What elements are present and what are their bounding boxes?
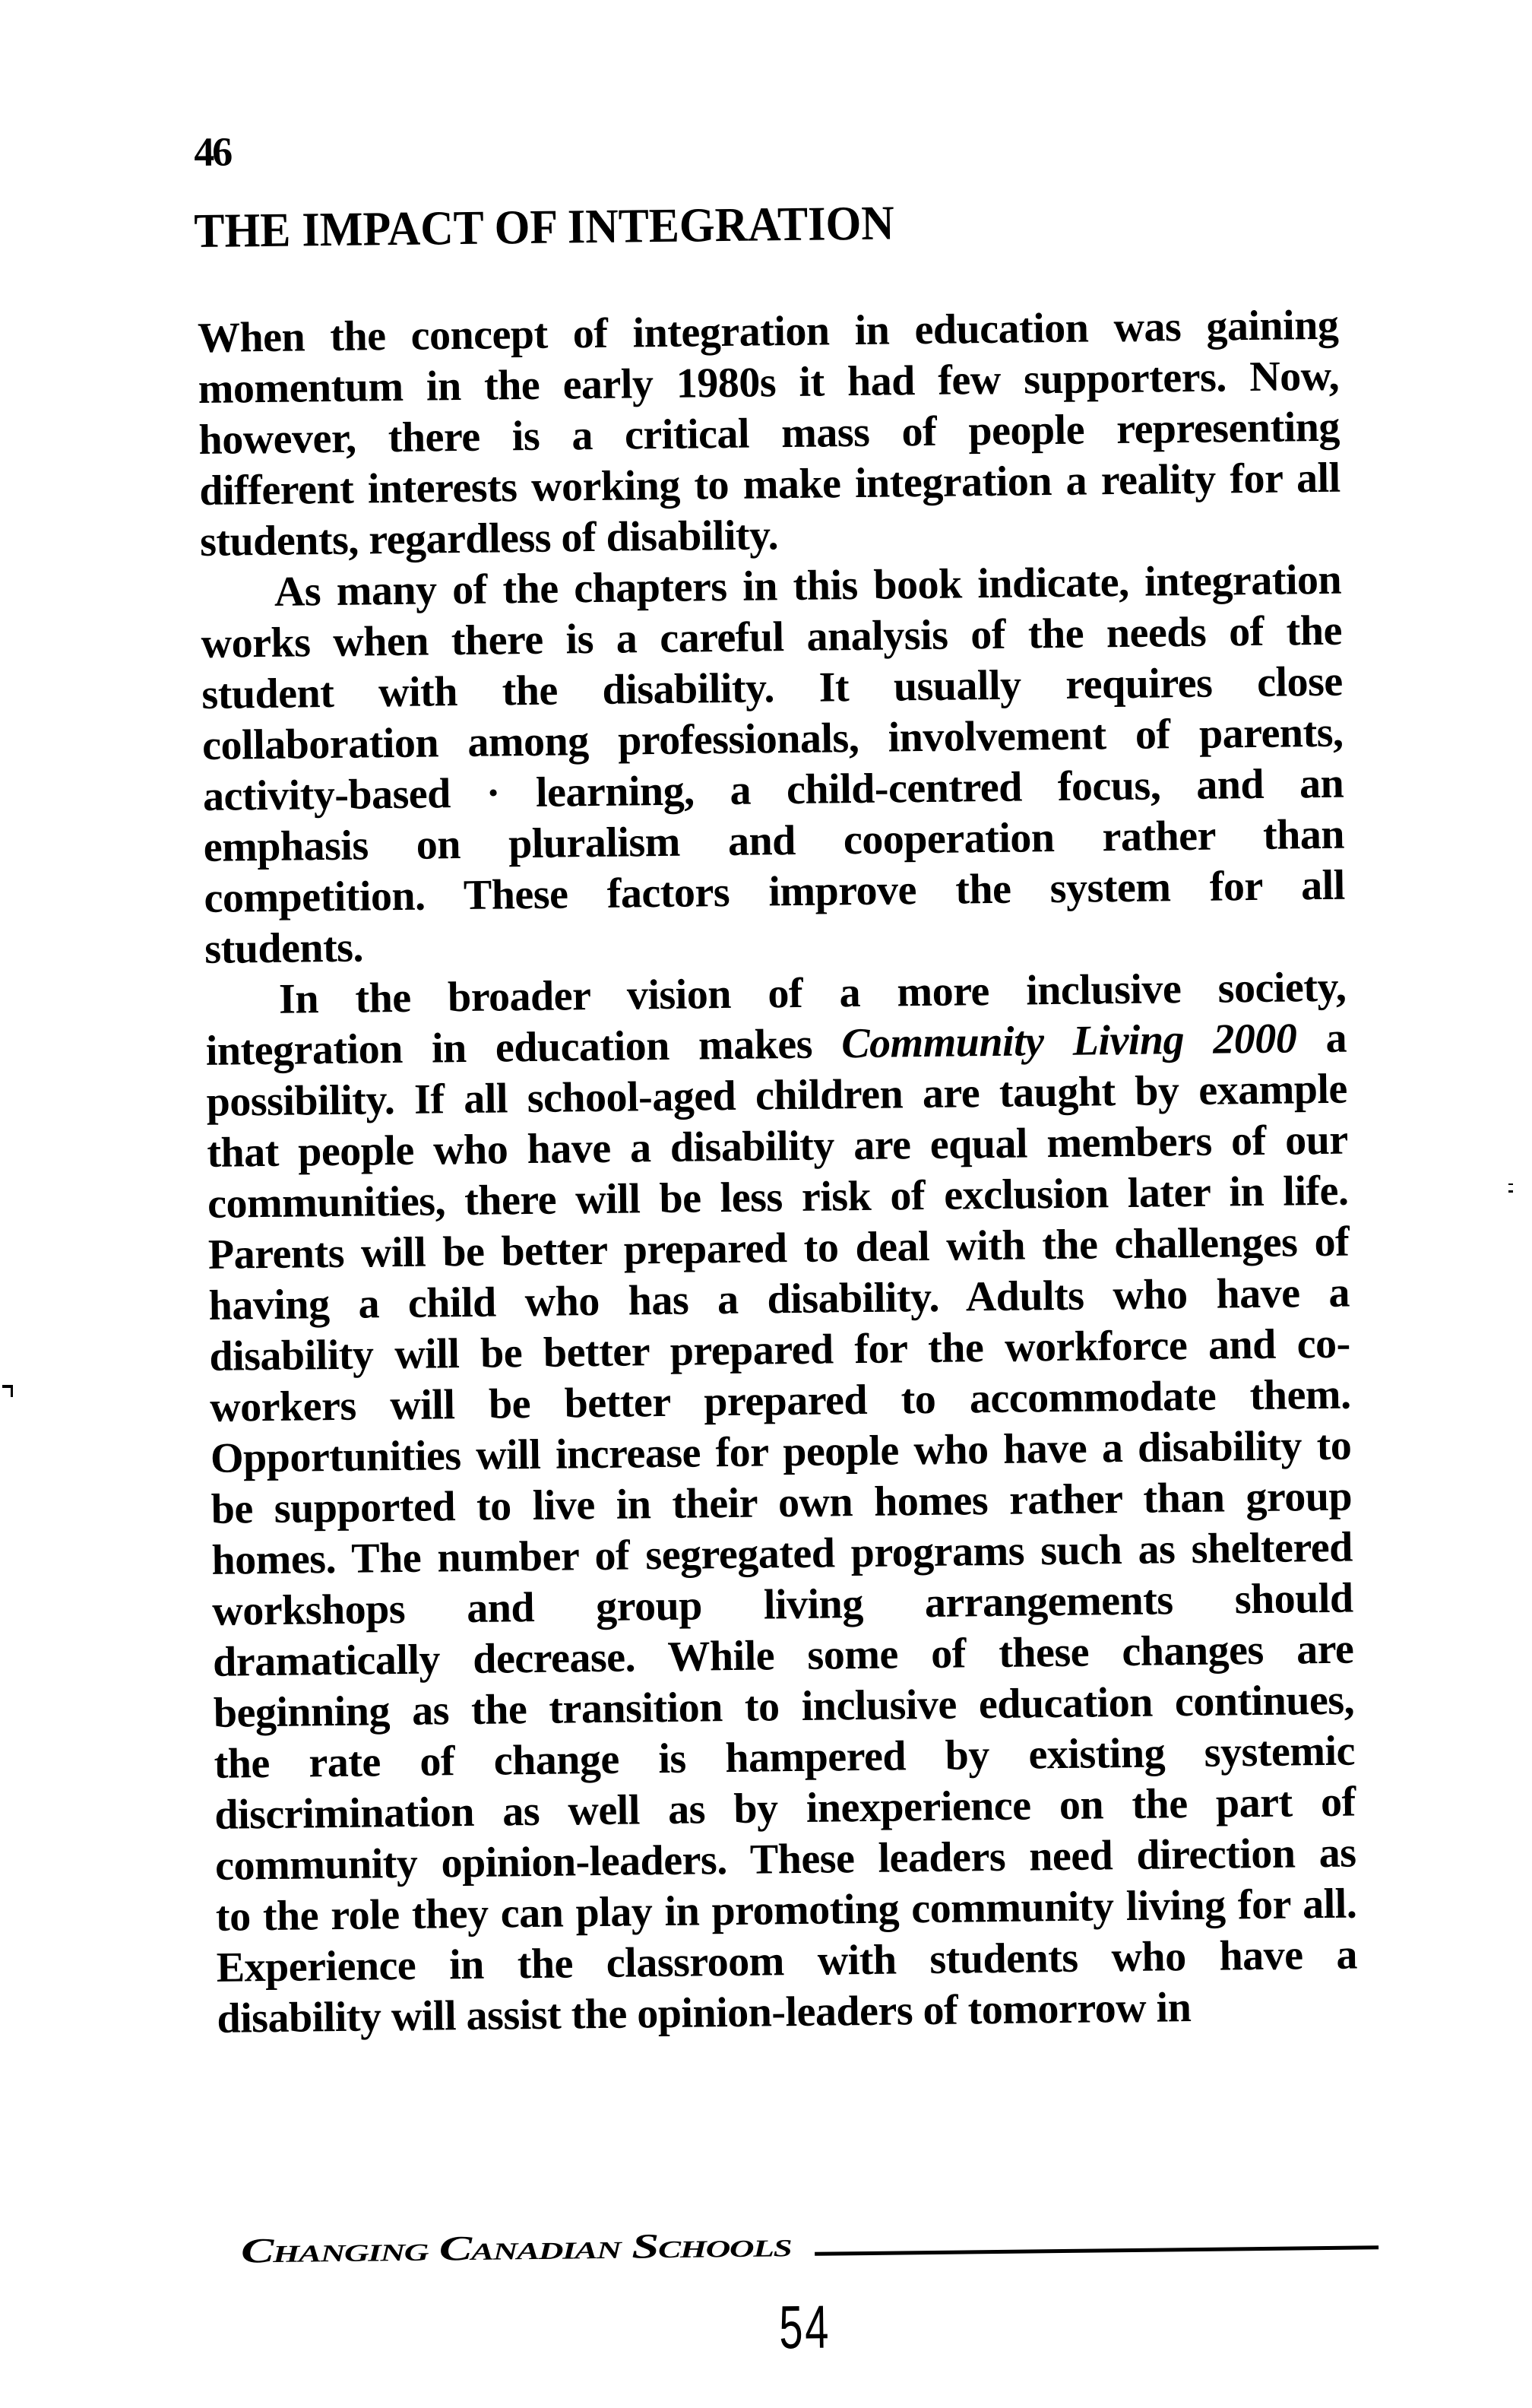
- text-line-content: integration in education makes Community Living 2000 a: [205, 1014, 1347, 1075]
- italic-title: Community Living 2000: [840, 1015, 1297, 1068]
- scan-artifact-mark: [2, 1385, 13, 1397]
- text-line-content: As many of the chapters in this book indicate, integration: [274, 556, 1342, 616]
- text-line-content: competition. These factors improve the system for all: [204, 861, 1346, 922]
- scan-artifact-mark: [1508, 1183, 1513, 1193]
- text-line-content: homes. The number of segregated programs such as sheltered: [211, 1523, 1353, 1584]
- text-line-content: discrimination as well as by inexperience on the part of: [214, 1778, 1356, 1839]
- text-line-content: collaboration among professionals, involvement of parents,: [201, 708, 1344, 769]
- text-line-content: to the role they can play in promoting community living for all.: [215, 1880, 1357, 1941]
- scan-page-number: 54: [778, 2292, 831, 2362]
- page-number: 46: [193, 128, 231, 176]
- text-line-content: activity-based · learning, a child-centred focus, and an: [202, 759, 1344, 820]
- paragraph: [201, 555, 1347, 975]
- body-text: [198, 300, 1359, 2045]
- text-line-content: works when there is a careful analysis of the needs of the: [201, 607, 1343, 667]
- running-footer-title: Changing Canadian Schools: [240, 2225, 792, 2270]
- text-line-content: communities, there will be less risk of exclusion later in life.: [207, 1167, 1349, 1228]
- text-line-content: disability will be better prepared for the workforce and co-: [209, 1320, 1351, 1380]
- text-line-content: When the concept of integration in education was gaining: [197, 301, 1339, 362]
- text-line-content: workers will be better prepared to accommodate them.: [209, 1370, 1351, 1431]
- text-line-content: In the broader vision of a more inclusive society,: [278, 963, 1347, 1023]
- text-line-content: disability will assist the opinion-leaders of tomorrow in: [217, 1984, 1192, 2042]
- text-line-content: Opportunities will increase for people who have a disability to: [210, 1421, 1352, 1482]
- text-line-content: student with the disability. It usually requires close: [201, 657, 1344, 718]
- text-line-content: beginning as the transition to inclusive education continues,: [213, 1676, 1355, 1737]
- text-line-content: Parents will be better prepared to deal with the challenges of: [207, 1218, 1350, 1278]
- text-line-content: having a child who has a disability. Adults who have a: [208, 1269, 1350, 1329]
- text-line-content: however, there is a critical mass of people representing: [198, 403, 1340, 464]
- text-line-content: Experience in the classroom with students who have a: [216, 1931, 1358, 1991]
- paragraph: [205, 962, 1359, 2045]
- text-line-content: students.: [204, 924, 364, 973]
- text-line-content: students, regardless of disability.: [199, 512, 779, 566]
- text-line-content: community opinion-leaders. These leaders need direction as: [214, 1829, 1356, 1890]
- text-line-content: the rate of change is hampered by existing systemic: [214, 1727, 1356, 1788]
- footer-rule: [815, 2245, 1378, 2256]
- text-line-content: emphasis on pluralism and cooperation rather than: [203, 810, 1345, 871]
- text-line-content: momentum in the early 1980s it had few supporters. Now,: [198, 352, 1340, 413]
- text-line-content: that people who have a disability are equal members of our: [207, 1116, 1348, 1177]
- text-line-content: dramatically decrease. While some of these changes are: [212, 1625, 1354, 1686]
- text-line-content: workshops and group living arrangements should: [211, 1574, 1353, 1635]
- section-heading: THE IMPACT OF INTEGRATION: [194, 195, 895, 258]
- text-line-content: be supported to live in their own homes rather than group: [210, 1472, 1353, 1533]
- text-line-content: possibility. If all school-aged children are taught by example: [206, 1065, 1348, 1126]
- text-line-content: different interests working to make integration a reality for all: [199, 454, 1340, 515]
- paragraph: [198, 300, 1342, 568]
